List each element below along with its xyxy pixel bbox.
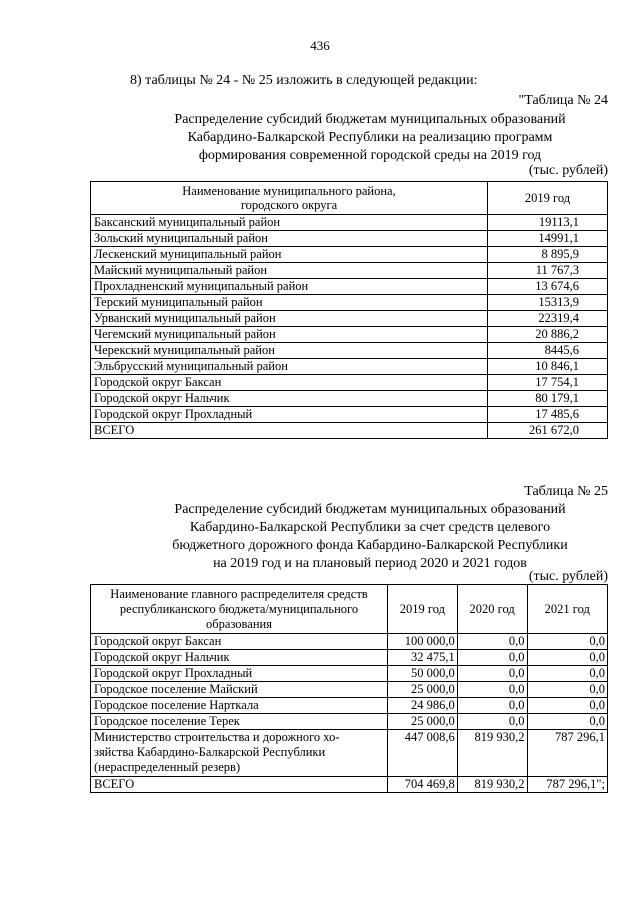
- table-row: [91, 634, 608, 650]
- cell-2019: 25 000,0: [388, 682, 458, 698]
- row-value: 19113,1: [488, 215, 608, 231]
- row-name: ВСЕГО: [91, 423, 488, 439]
- row-name: ВСЕГО: [91, 777, 388, 793]
- row-name: Чегемский муниципальный район: [91, 327, 488, 343]
- cell-2020: 0,0: [457, 698, 527, 714]
- ministry-line: Министерство строительства и дорожного хо-: [94, 730, 340, 744]
- table24-title-line: Кабардино-Балкарской Республики на реализацию программ: [187, 130, 553, 145]
- table25-2020-header: 2020 год: [457, 585, 527, 634]
- cell-2020: 0,0: [457, 634, 527, 650]
- table-row: [91, 231, 608, 247]
- row-name: Городское поселение Майский: [91, 682, 388, 698]
- ministry-line: (нераспределенный резерв): [94, 760, 241, 774]
- row-value: 22319,4: [488, 311, 608, 327]
- table-row: [91, 682, 608, 698]
- table25-label: Таблица № 25: [524, 484, 608, 499]
- page-number: 436: [310, 38, 330, 53]
- cell-2021: 0,0: [527, 634, 607, 650]
- table-row: [91, 407, 608, 423]
- table-row: [91, 215, 608, 231]
- row-name: Урванский муниципальный район: [91, 311, 488, 327]
- row-value: 11 767,3: [488, 263, 608, 279]
- row-value: 10 846,1: [488, 359, 608, 375]
- cell-2020: 0,0: [457, 682, 527, 698]
- row-name: Баксанский муниципальный район: [91, 215, 488, 231]
- cell-2020: 0,0: [457, 714, 527, 730]
- table-row: [91, 247, 608, 263]
- cell-2020: 819 930,2: [457, 777, 527, 793]
- row-value: 17 754,1: [488, 375, 608, 391]
- header-line: образования: [206, 616, 272, 631]
- row-name: Городской округ Прохладный: [91, 407, 488, 423]
- row-name: Городской округ Баксан: [91, 375, 488, 391]
- row-value: 261 672,0: [488, 423, 608, 439]
- table25-title: [100, 501, 640, 573]
- table25-2019-header: 2019 год: [388, 585, 458, 634]
- cell-2021: 0,0: [527, 714, 607, 730]
- table-row: [91, 423, 608, 439]
- row-name: [91, 730, 388, 777]
- table-row: [91, 311, 608, 327]
- row-value: 8445,6: [488, 343, 608, 359]
- table24-title-line: формирования современной городской среды на 2019 год: [198, 148, 542, 163]
- table25-title-line: Кабардино-Балкарской Республики за счет средств целевого: [189, 520, 551, 535]
- table25-total-row: [91, 777, 608, 793]
- table25: [90, 584, 608, 793]
- table-row: [91, 263, 608, 279]
- table24-year-header: 2019 год: [488, 182, 608, 215]
- ministry-line: зяйства Кабардино-Балкарской Республики: [94, 745, 326, 759]
- table-row: [91, 714, 608, 730]
- header-line: городского округа: [240, 198, 338, 212]
- row-value: 13 674,6: [488, 279, 608, 295]
- row-value: 14991,1: [488, 231, 608, 247]
- cell-2019: 50 000,0: [388, 666, 458, 682]
- row-value: 80 179,1: [488, 391, 608, 407]
- table-row: [91, 391, 608, 407]
- row-name: Городское поселение Нарткала: [91, 698, 388, 714]
- cell-2019: 25 000,0: [388, 714, 458, 730]
- row-value: 17 485,6: [488, 407, 608, 423]
- cell-2020: 0,0: [457, 650, 527, 666]
- intro-text: 8) таблицы № 24 - № 25 изложить в следующей редакции:: [130, 73, 478, 88]
- table24-name-header: [91, 182, 488, 215]
- cell-2019: 447 008,6: [388, 730, 458, 777]
- row-name: Черекский муниципальный район: [91, 343, 488, 359]
- table-row: [91, 343, 608, 359]
- cell-2021: 787 296,1";: [527, 777, 607, 793]
- table24-label: "Таблица № 24: [518, 93, 608, 108]
- table24-title: [100, 111, 640, 165]
- header-line: Наименование главного распределителя средств: [110, 586, 368, 601]
- row-name: Городской округ Баксан: [91, 634, 388, 650]
- row-name: Лескенский муниципальный район: [91, 247, 488, 263]
- table24-title-line: Распределение субсидий бюджетам муниципальных образований: [174, 112, 566, 127]
- table24-header-row: [91, 182, 608, 215]
- table25-ministry-row: [91, 730, 608, 777]
- table25-unit: (тыс. рублей): [528, 569, 608, 584]
- table-row: [91, 279, 608, 295]
- cell-2020: 0,0: [457, 666, 527, 682]
- table25-title-line: на 2019 год и на плановый период 2020 и 2021 годов: [213, 556, 527, 571]
- row-value: 8 895,9: [488, 247, 608, 263]
- header-line: республиканского бюджета/муниципального: [119, 601, 359, 616]
- cell-2019: 704 469,8: [388, 777, 458, 793]
- cell-2019: 100 000,0: [388, 634, 458, 650]
- cell-2021: 787 296,1: [527, 730, 607, 777]
- table24-unit: (тыс. рублей): [528, 163, 608, 178]
- table25-title-line: Распределение субсидий бюджетам муниципальных образований: [174, 502, 566, 517]
- header-line: Наименование муниципального района,: [182, 184, 396, 198]
- row-value: 15313,9: [488, 295, 608, 311]
- cell-2021: 0,0: [527, 682, 607, 698]
- table-row: [91, 359, 608, 375]
- row-name: Городской округ Нальчик: [91, 650, 388, 666]
- cell-2019: 24 986,0: [388, 698, 458, 714]
- row-value: 20 886,2: [488, 327, 608, 343]
- table25-title-line: бюджетного дорожного фонда Кабардино-Балкарской Республики: [172, 538, 568, 553]
- table-row: [91, 650, 608, 666]
- cell-2021: 0,0: [527, 698, 607, 714]
- table-row: [91, 698, 608, 714]
- table25-2021-header: 2021 год: [527, 585, 607, 634]
- row-name: Городской округ Прохладный: [91, 666, 388, 682]
- row-name: Терский муниципальный район: [91, 295, 488, 311]
- row-name: Зольский муниципальный район: [91, 231, 488, 247]
- table24: [90, 181, 608, 439]
- row-name: Городской округ Нальчик: [91, 391, 488, 407]
- row-name: Прохладненский муниципальный район: [91, 279, 488, 295]
- cell-2020: 819 930,2: [457, 730, 527, 777]
- row-name: Городское поселение Терек: [91, 714, 388, 730]
- table25-name-header: [91, 585, 388, 634]
- table-row: [91, 327, 608, 343]
- cell-2019: 32 475,1: [388, 650, 458, 666]
- table-row: [91, 666, 608, 682]
- table25-header-row: [91, 585, 608, 634]
- cell-2021: 0,0: [527, 650, 607, 666]
- row-name: Майский муниципальный район: [91, 263, 488, 279]
- table-row: [91, 295, 608, 311]
- table-row: [91, 375, 608, 391]
- cell-2021: 0,0: [527, 666, 607, 682]
- row-name: Эльбрусский муниципальный район: [91, 359, 488, 375]
